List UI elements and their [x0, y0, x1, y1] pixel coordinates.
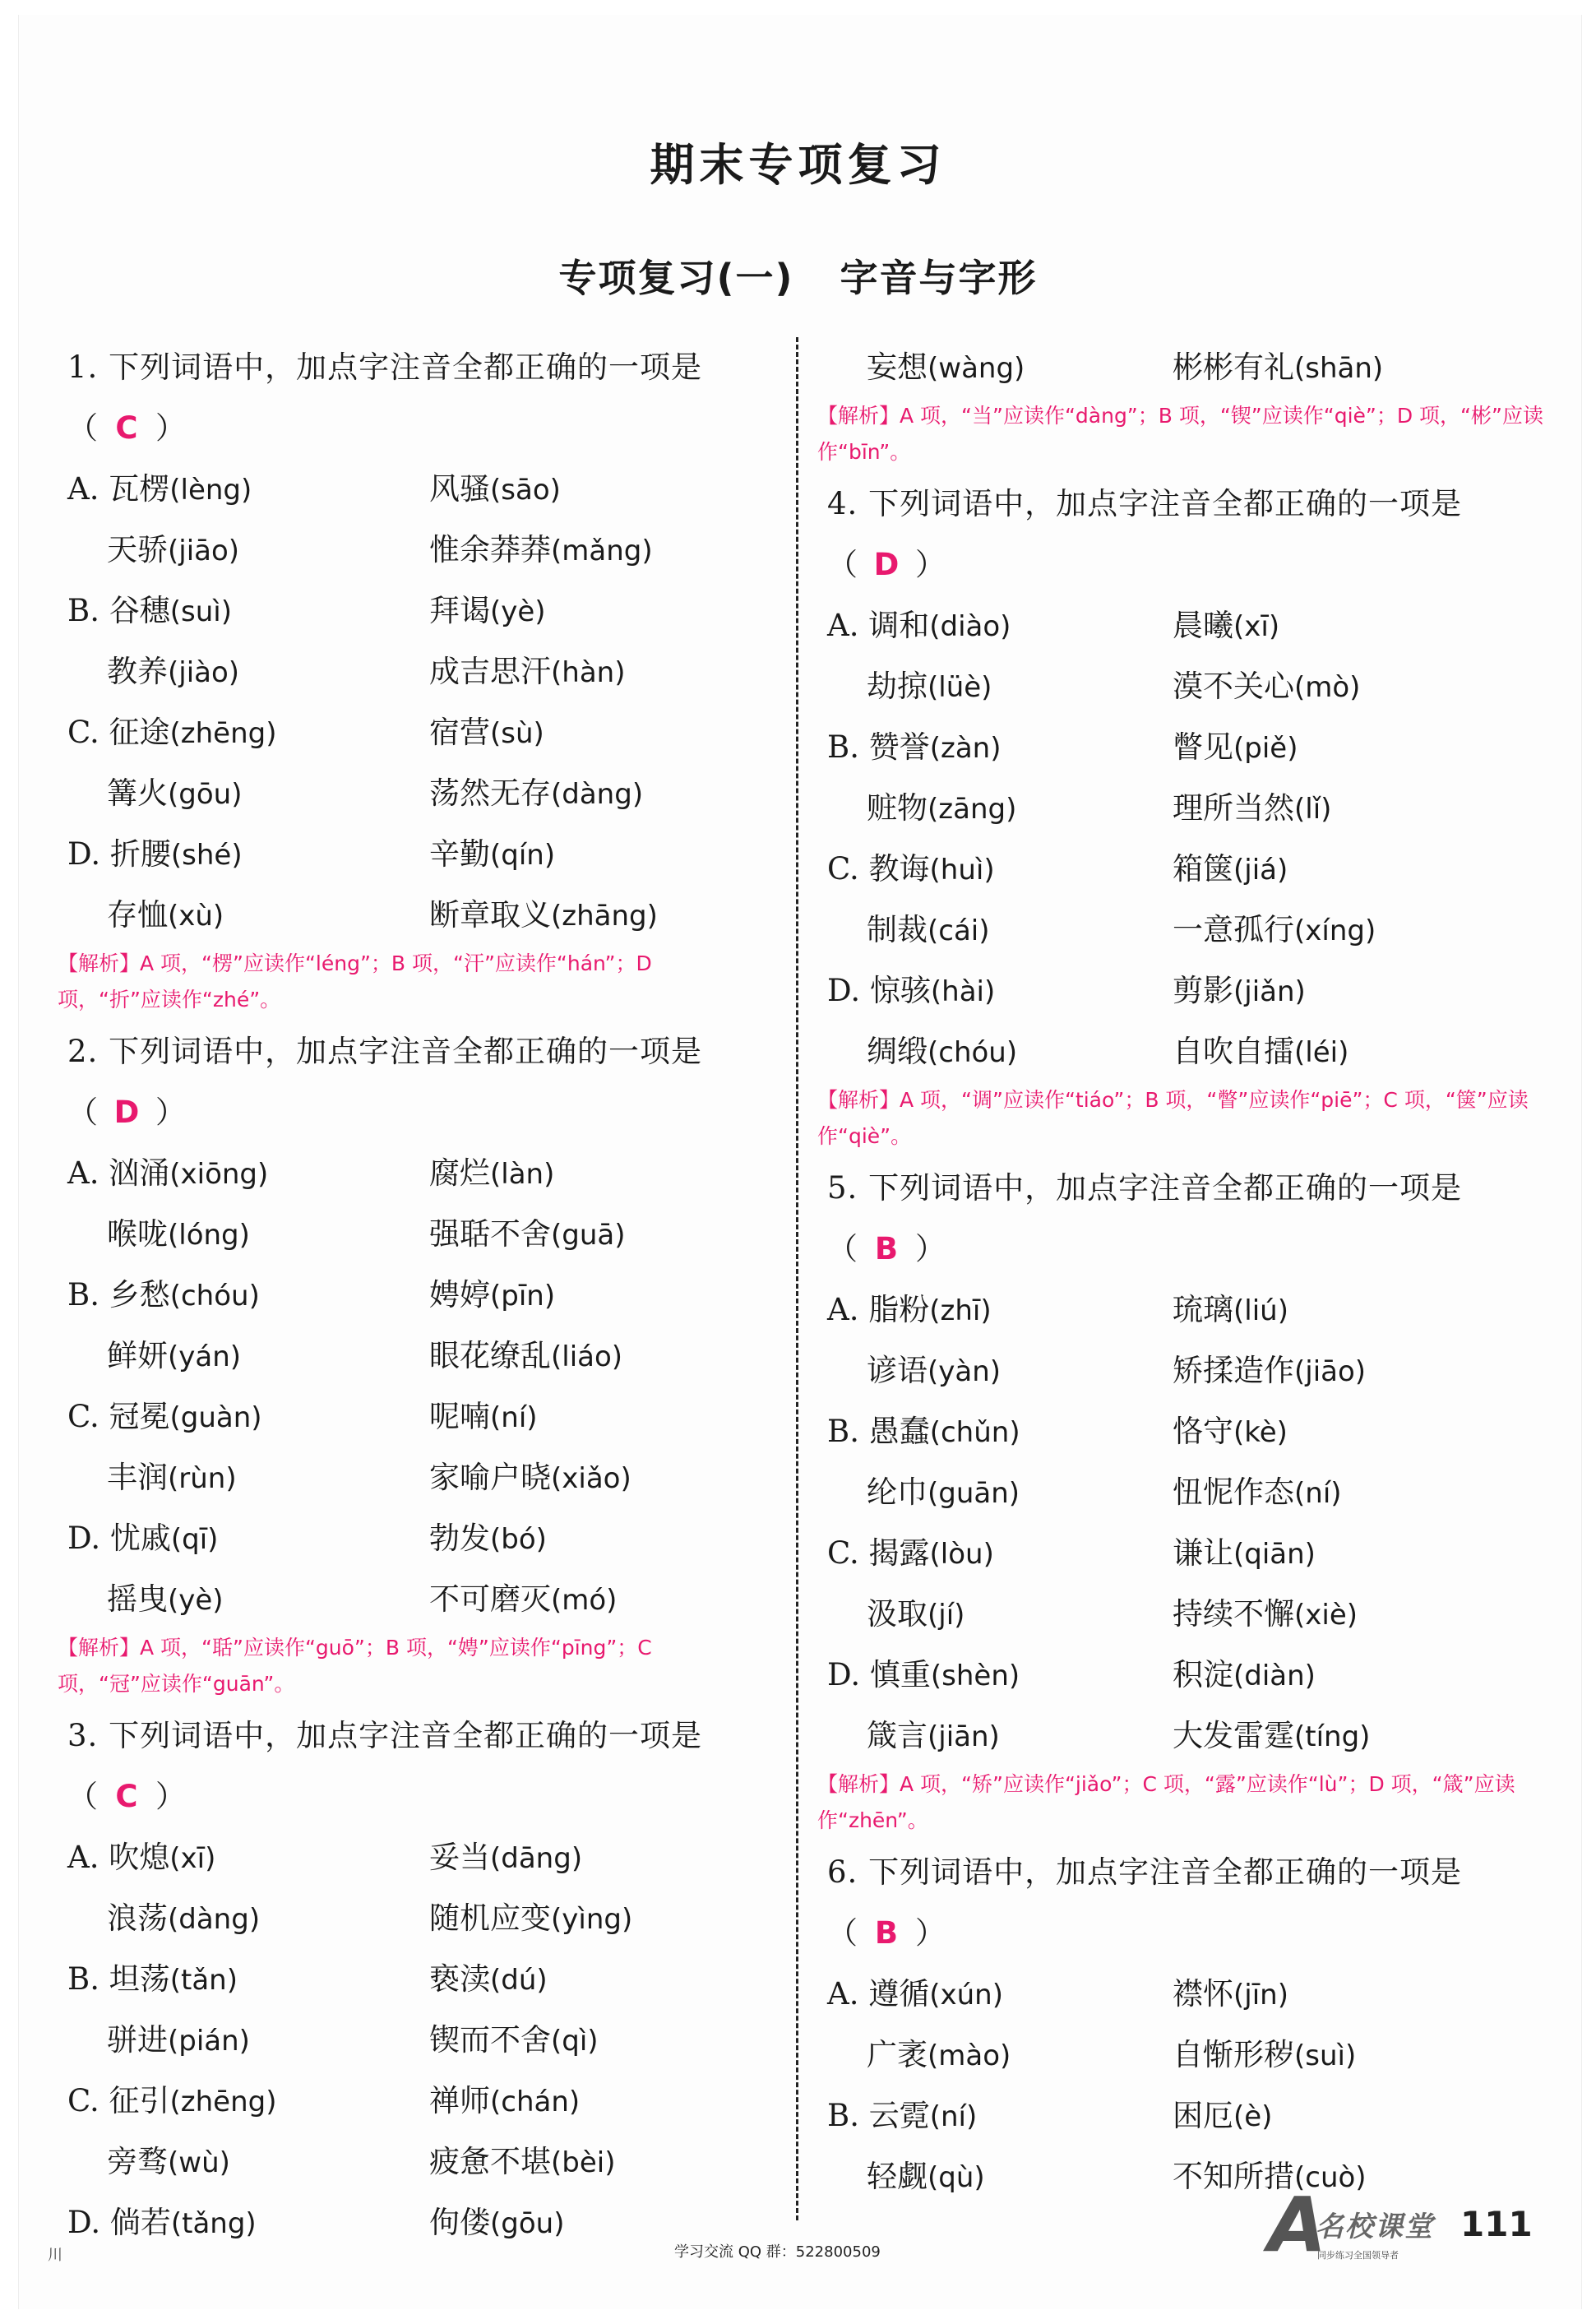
answer-line: （ D ） — [827, 535, 1551, 595]
question-stem: 4. 下列词语中，加点字注音全都正确的一项是 — [827, 486, 1463, 521]
option-row: 汲取(jí) 持续不懈(xiè) — [867, 1596, 1358, 1632]
explanation-note: 【解析】A 项，“聒”应读作“guō”；B 项，“娉”应读作“pīng”；C 项，“冠”应读作“guān”。 — [58, 1636, 652, 1696]
answer-line: （ B ） — [827, 1903, 1551, 1964]
answer-value: C — [115, 1779, 138, 1814]
option-row: A. 脂粉(zhī) 琉璃(liú) — [827, 1292, 1288, 1327]
option-row: B. 愚蠢(chǔn) 恪守(kè) — [827, 1414, 1288, 1449]
option-row: 浪荡(dàng) 随机应变(yìng) — [107, 1900, 633, 1936]
answer-value: D — [873, 547, 900, 582]
brand-name: 名校课堂 — [1316, 2211, 1434, 2243]
page-title: 期末专项复习 — [650, 139, 946, 191]
option-row: D. 惊骇(hài) 剪影(jiǎn) — [827, 973, 1306, 1008]
page-number: 111 — [1460, 2204, 1533, 2244]
option-row: 存恤(xù) 断章取义(zhāng) — [107, 897, 658, 933]
option-row: B. 云霓(ní) 困厄(è) — [827, 2098, 1273, 2133]
option-row: A. 遵循(xún) 襟怀(jīn) — [827, 1976, 1288, 2012]
option-row: 绸缎(chóu) 自吹自擂(léi) — [867, 1034, 1349, 1069]
section-number: 专项复习(一) — [558, 256, 794, 300]
brand-slogan: 同步练习全国领导者 — [1317, 2250, 1399, 2261]
explanation-note: 【解析】A 项，“当”应读作“dàng”；B 项，“锲”应读作“qiè”；D 项，“彬”应读作“bīn”。 — [817, 404, 1543, 464]
option-row: 劫掠(lüè) 漠不关心(mò) — [867, 669, 1361, 704]
option-row: 赃物(zāng) 理所当然(lǐ) — [867, 790, 1332, 826]
question-stem: 3. 下列词语中，加点字注音全都正确的一项是 — [67, 1718, 703, 1753]
answer-line: （ D ） — [67, 1082, 758, 1143]
option-row: A. 汹涌(xiōng) 腐烂(làn) — [67, 1155, 555, 1191]
option-row: D. 折腰(shé) 辛勤(qín) — [67, 836, 556, 872]
option-row: 妄想(wàng) 彬彬有礼(shān) — [867, 350, 1384, 385]
option-row: 轻觑(qù) 不知所措(cuò) — [867, 2159, 1367, 2194]
answer-value: B — [874, 1915, 899, 1951]
answer-line: （ B ） — [827, 1219, 1551, 1280]
section-title — [0, 248, 1596, 303]
option-row: D. 慎重(shèn) 积淀(diàn) — [827, 1657, 1316, 1692]
option-row: 制裁(cái) 一意孤行(xíng) — [867, 912, 1376, 947]
option-row: B. 赞誉(zàn) 瞥见(piě) — [827, 729, 1298, 765]
option-row: B. 乡愁(chóu) 娉婷(pīn) — [67, 1277, 556, 1312]
option-row: D. 倘若(tǎng) 佝偻(gōu) — [67, 2205, 565, 2240]
option-row: C. 冠冕(guàn) 呢喃(ní) — [67, 1399, 538, 1434]
option-row: A. 调和(diào) 晨曦(xī) — [827, 608, 1280, 643]
option-row: 广袤(mào) 自惭形秽(suì) — [867, 2037, 1357, 2072]
answer-value: D — [113, 1095, 140, 1130]
column-divider — [796, 337, 798, 2220]
brand-a-icon: A — [1268, 2181, 1327, 2269]
option-row: 谚语(yàn) 矫揉造作(jiāo) — [867, 1353, 1367, 1388]
option-row: C. 教诲(huì) 箱箧(jiá) — [827, 851, 1288, 887]
option-row: A. 吹熄(xī) 妥当(dāng) — [67, 1840, 583, 1875]
option-row: 丰润(rùn) 家喻户晓(xiǎo) — [107, 1460, 631, 1495]
answer-value: B — [874, 1231, 899, 1266]
option-row: 喉咙(lóng) 强聒不舍(guā) — [107, 1216, 626, 1252]
option-row: 摇曳(yè) 不可磨灭(mó) — [107, 1581, 618, 1617]
option-row: B. 坦荡(tǎn) 亵渎(dú) — [67, 1961, 548, 1997]
option-row: 篝火(gōu) 荡然无存(dàng) — [107, 775, 644, 811]
explanation-note: 【解析】A 项，“调”应读作“tiáo”；B 项，“瞥”应读作“piē”；C 项，“箧”应读作“qiè”。 — [817, 1088, 1529, 1148]
option-row: 天骄(jiāo) 惟余莽莽(mǎng) — [107, 532, 653, 567]
brand-logo — [1268, 2181, 1449, 2270]
region-mark: 川 — [48, 2247, 62, 2264]
option-row: 箴言(jiān) 大发雷霆(tíng) — [867, 1718, 1371, 1753]
option-row: C. 征引(zhēng) 禅师(chán) — [67, 2083, 581, 2118]
section-topic: 字音与字形 — [840, 256, 1038, 300]
explanation-note: 【解析】A 项，“楞”应读作“léng”；B 项，“汗”应读作“hán”；D 项，“折”应读作“zhé”。 — [58, 951, 652, 1012]
option-row: A. 瓦楞(lèng) 风骚(sāo) — [67, 471, 561, 507]
explanation-note: 【解析】A 项，“矫”应读作“jiǎo”；C 项，“露”应读作“lù”；D 项，“箴”应读作“zhēn”。 — [817, 1772, 1515, 1832]
option-row: 鲜妍(yán) 眼花缭乱(liáo) — [107, 1338, 623, 1373]
answer-line: （ C ） — [67, 398, 758, 459]
answer-line: （ C ） — [67, 1766, 758, 1827]
option-row: D. 忧戚(qī) 勃发(bó) — [67, 1521, 547, 1556]
left-column — [58, 337, 758, 2253]
option-row: C. 揭露(lòu) 谦让(qiān) — [827, 1535, 1316, 1571]
question-stem: 2. 下列词语中，加点字注音全都正确的一项是 — [67, 1034, 703, 1069]
question-stem: 1. 下列词语中，加点字注音全都正确的一项是 — [67, 350, 703, 385]
option-row: 骈进(pián) 锲而不舍(qì) — [107, 2022, 599, 2058]
right-column — [817, 337, 1551, 2207]
option-row: B. 谷穗(suì) 拜谒(yè) — [67, 593, 546, 628]
option-row: 旁骛(wù) 疲惫不堪(bèi) — [107, 2144, 616, 2179]
option-row: 纶巾(guān) 忸怩作态(ní) — [867, 1474, 1342, 1510]
question-stem: 6. 下列词语中，加点字注音全都正确的一项是 — [827, 1854, 1463, 1890]
question-stem: 5. 下列词语中，加点字注音全都正确的一项是 — [827, 1170, 1463, 1206]
option-row: 教养(jiào) 成吉思汗(hàn) — [107, 654, 626, 689]
option-row: C. 征途(zhēng) 宿营(sù) — [67, 715, 544, 750]
qq-group-note: 学习交流 QQ 群：522800509 — [674, 2243, 881, 2261]
answer-value: C — [115, 410, 138, 446]
